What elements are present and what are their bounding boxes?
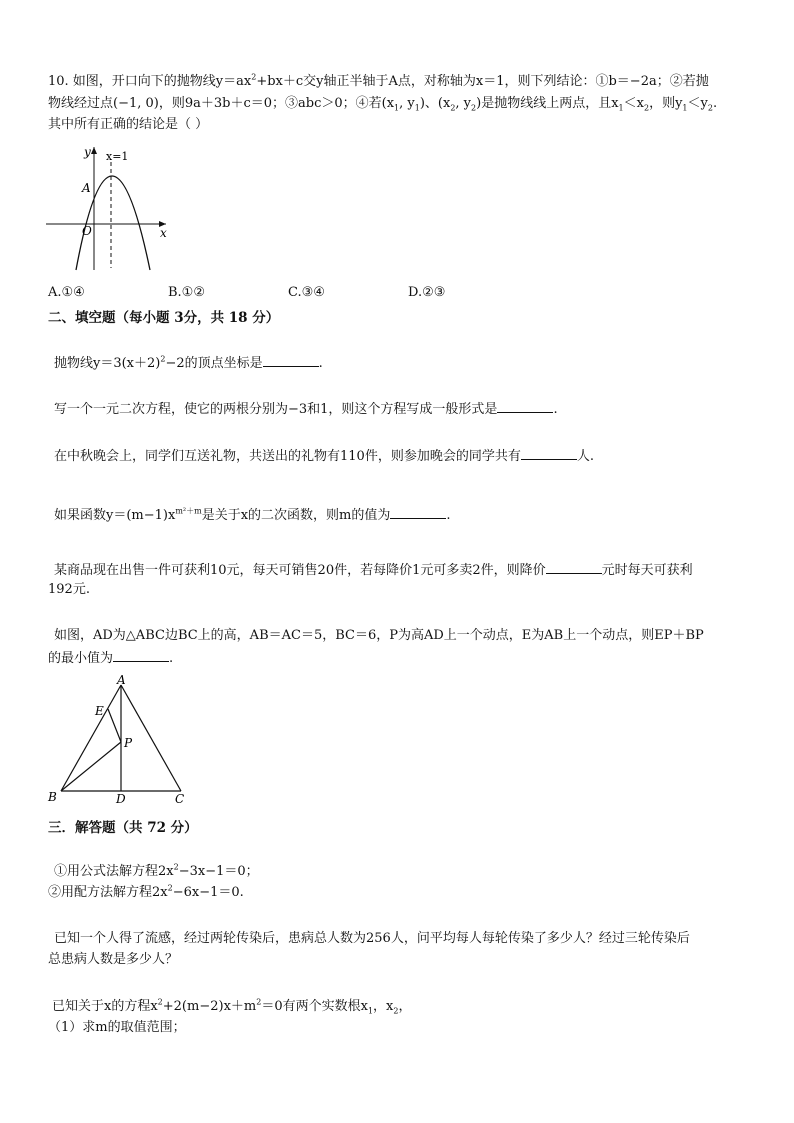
point-e-label: E [95, 704, 104, 718]
solve-3-line2: （1）求m的取值范围； [48, 1020, 186, 1035]
q10-line2: 物线经过点(−1, 0)，则9a＋3b＋c＝0；③abc＞0；④若($x_1$, $y_1$)、($x_2$, $y_2$)是抛物线线上两点，且$x_1<x_2$，则$y_1<y_2$. [48, 96, 718, 113]
fill-6-line2: 的最小值为 . [48, 647, 758, 669]
origin-label: O [82, 224, 92, 238]
point-p-label: P [124, 736, 133, 750]
vertex-a-label: A [117, 673, 126, 687]
fill-2: 写一个一元二次方程，使它的两根分别为−3和1，则这个方程写成一般形式是 . [54, 398, 764, 420]
vertex-c-label: C [175, 792, 185, 806]
y-axis-label: y [84, 145, 91, 159]
fill-6-line1: 如图，AD为△ABC边BC上的高，AB＝AC＝5，BC＝6，P为高AD上一个动点，E为AB上一个动点，则EP＋BP [54, 628, 704, 643]
point-a-label: A [82, 181, 91, 195]
parabola-figure [46, 142, 176, 272]
q10-line3: 其中所有正确的结论是（ ） [48, 117, 209, 132]
fill-1: 抛物线$y=3(x+2)^2-2$的顶点坐标是 . [54, 352, 764, 374]
section-2-header: 二、填空题（每小题 3分，共 18 分） [48, 310, 280, 326]
triangle-figure [44, 672, 194, 808]
solve-2-line1: 已知一个人得了流感，经过两轮传染后，患病总人数为256人，问平均每人每轮传染了多少人？经过三轮传染后 [54, 931, 690, 946]
solve-3-line1: 已知关于x的方程$x^2+2(m-2)x+m^2=0$有两个实数根$x_1$，$x_2$， [52, 997, 412, 1016]
option-c: C.③④ [288, 285, 325, 300]
solve-1-line2: ②用配方法解方程$2x^2-6x-1=0$. [48, 883, 244, 900]
vertex-b-label: B [48, 790, 57, 804]
q10-line1: 10. 如图，开口向下的抛物线$y=ax^2+bx+c$交y轴正半轴于A点，对称轴为x＝1，则下列结论：①b＝−2a；②若抛 [48, 72, 709, 89]
fill-4: 如果函数$y=(m-1)x^{m^2+m}$是关于x的二次函数，则m的值为 . [54, 504, 764, 526]
solve-2-line2: 总患病人数是多少人？ [48, 952, 179, 967]
fill-3: 在中秋晚会上，同学们互送礼物，共送出的礼物有110件，则参加晚会的同学共有 人. [54, 445, 764, 467]
option-b: B.①② [168, 285, 205, 300]
x-axis-label: x [160, 226, 167, 240]
fill-5-line1: 某商品现在出售一件可获利10元，每天可销售20件，若每降价1元可多卖2件，则降价 元时每天可获利 [54, 559, 764, 581]
option-a: A.①④ [48, 285, 85, 300]
option-d: D.②③ [408, 285, 446, 300]
point-d-label: D [116, 792, 126, 806]
fill-5-line2: 192元. [48, 582, 90, 597]
section-3-header: 三．解答题（共 72 分） [48, 820, 198, 836]
solve-1-line1: ①用公式法解方程$2x^2-3x-1=0$； [54, 862, 259, 879]
symmetry-axis-label: x=1 [106, 150, 129, 163]
